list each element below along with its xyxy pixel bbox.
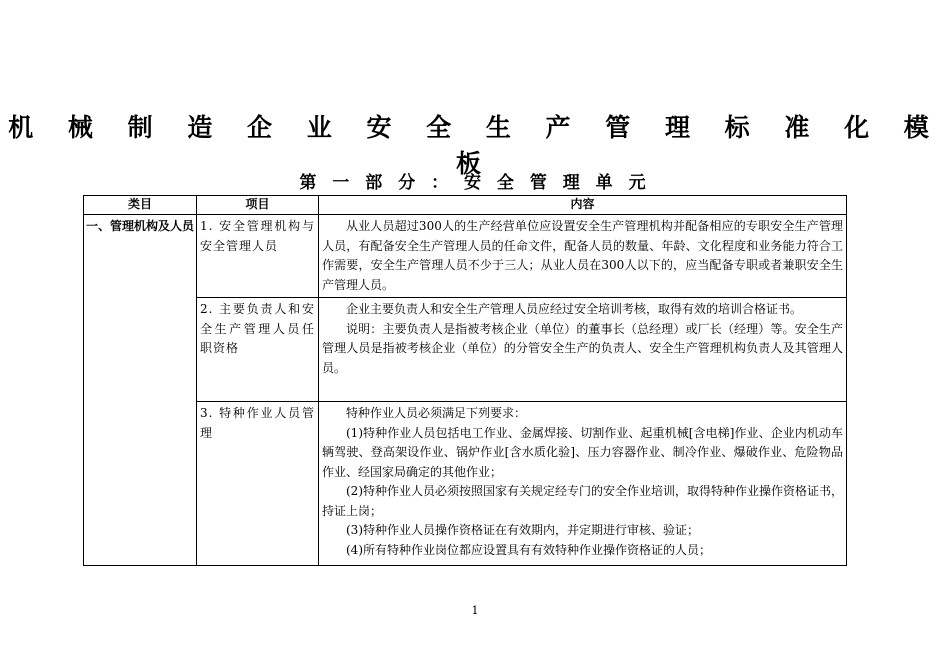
content-paragraph: 特种作业人员必须满足下列要求： (346, 406, 527, 420)
standards-table (83, 195, 847, 566)
table-row (84, 298, 847, 402)
content-paragraph: 说明：主要负责人是指被考核企业（单位）的董事长（总经理）或厂长（经理）等。安全生产管理人员是指被考核企业（单位）的分管安全生产的负责人、安全生产管理机构负责人及其管理人员。 (322, 321, 843, 375)
content-paragraph: (4)所有特种作业岗位都应设置具有有效特种作业操作资格证的人员； (346, 542, 712, 557)
content-paragraph: (2)特种作业人员必须按照国家有关规定经专门的安全作业培训，取得特种作业操作资格证书，持证上岗； (322, 484, 844, 518)
header-content: 内容 (319, 196, 847, 215)
category-cell: 一、管理机构及人员 (84, 215, 197, 566)
document-title: 机 械 制 造 企 业 安 全 生 产 管 理 标 准 化 模 板 (8, 113, 942, 178)
content-cell (319, 215, 847, 298)
content-paragraph: 企业主要负责人和安全生产管理人员应经过安全培训考核，取得有效的培训合格证书。 (346, 302, 803, 316)
table-row (84, 215, 847, 298)
header-category: 类目 (84, 196, 197, 215)
content-paragraph: (1)特种作业人员包括电工作业、金属焊接、切割作业、起重机械[含电梯]作业、企业内机动车辆驾驶、登高架设作业、锅炉作业[含水质化验]、压力容器作业、制冷作业、爆破作业、危险物品作业、经国家局确定的其他作业； (322, 425, 843, 479)
table-header-row (84, 196, 847, 215)
content-cell (319, 402, 847, 566)
page-number: 1 (471, 604, 479, 617)
content-paragraph: (3)特种作业人员操作资格证在有效期内，并定期进行审核、验证； (346, 523, 700, 537)
content-cell (319, 298, 847, 402)
header-item: 项目 (197, 196, 319, 215)
item-cell: 1. 安全管理机构与安全管理人员 (197, 215, 319, 298)
table-row (84, 402, 847, 566)
item-cell: 3. 特种作业人员管理 (197, 402, 319, 566)
content-paragraph: 从业人员超过300人的生产经营单位应设置安全生产管理机构并配备相应的专职安全生产管理人员，有配备安全生产管理人员的任命文件，配备人员的数量、年龄、文化程度和业务能力符合工作需要，安全生产管理人员不少于三人；从业人员在300人以下的，应当配备专职或者兼职安全生产管理人员。 (322, 219, 843, 292)
item-cell: 2. 主要负责人和安全生产管理人员任职资格 (197, 298, 319, 402)
part-title: 第 一 部 分 ： 安 全 管 理 单 元 (299, 173, 651, 193)
